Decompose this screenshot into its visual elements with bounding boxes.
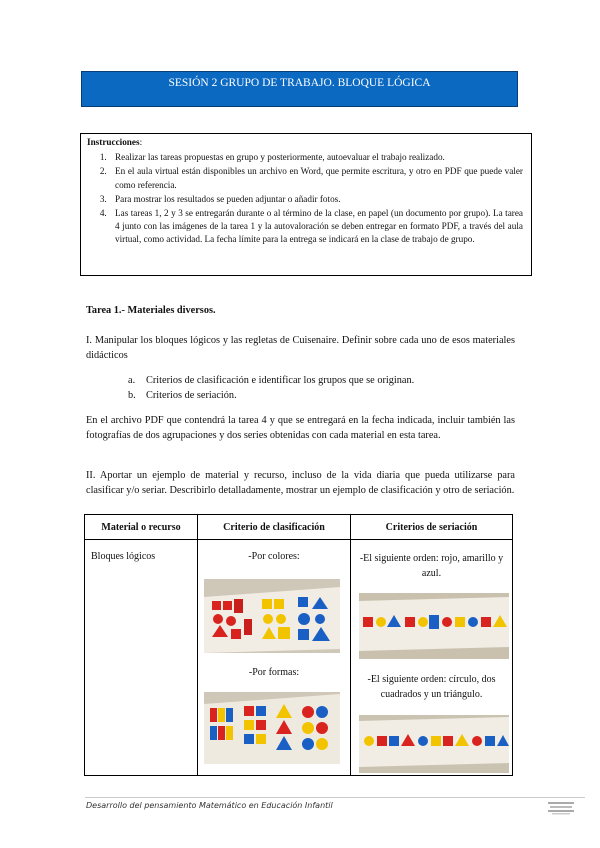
seriation-cell [351,540,513,776]
instructions-list [87,151,523,246]
instruction-item: 3. Para mostrar los resultados se pueden adjuntar o añadir fotos. [109,193,523,206]
instruction-item: 4. Las tareas 1, 2 y 3 se entregarán durante o al término de la clase, en papel (un documento por grupo). La tarea 4 junto con las imágenes de la tarea 1 y la autovaloración se deben entregar en formato PDF, a través del aula virtual, como actividad. La fecha límite para la entrega se indicará en la clase de trabajo de grupo. [109,207,523,247]
task1-part2: II. Aportar un ejemplo de material y recurso, incluso de la vida diaria que pueda utilizarse para clasificar y/o seriar. Describirlo detalladamente, mostrar un ejemplo de clasificación y otro de seriación. [86,470,515,496]
header-classification: Criterio de clasificación [198,515,351,540]
photo-classified-by-color [204,579,340,653]
classification-cell [198,540,351,776]
seriation-by-shape: -El siguiente orden: círculo, dos cuadrados y un triángulo. [367,674,496,700]
session-banner [81,71,518,107]
classification-content [198,540,350,775]
instructions-colon: : [139,137,143,147]
criteria-text: Criterios de clasificación e identificar los grupos que se originan. [146,375,415,386]
criteria-item-b [128,388,414,403]
marker: b. [128,390,136,401]
footer-text: Desarrollo del pensamiento Matemático en Educación Infantil [86,801,333,810]
criteria-text: Criterios de seriación. [146,390,237,401]
criteria-item-a [128,373,414,388]
instructions-title: Instrucciones [87,137,140,147]
instruction-item: 1. Realizar las tareas propuestas en grupo y posteriormente, autoevaluar el trabajo realizado. [109,151,523,164]
task1-part1: I. Manipular los bloques lógicos y las regletas de Cuisenaire. Definir sobre cada uno de esos materiales didácticos [86,335,515,361]
criteria-list [128,373,414,403]
footer-divider [85,797,585,798]
material-name: Bloques lógicos [91,551,156,562]
materials-table [84,514,513,776]
classification-by-shape: -Por formas: [248,667,300,678]
classification-by-color: -Por colores: [248,551,300,562]
photo-series-by-color [359,593,509,659]
instructions-heading [87,136,523,149]
table-row [85,540,513,776]
marker: a. [128,375,136,386]
instructions-box [80,133,532,276]
task1-title: Tarea 1.- Materiales diversos. [86,305,216,316]
header-material: Material o recurso [85,515,198,540]
session-title: SESIÓN 2 GRUPO DE TRABAJO. BLOQUE LÓGICA [168,77,431,89]
university-logo [546,800,576,816]
task1-note: En el archivo PDF que contendrá la tarea 4 y que se entregará en la fecha indicada, incluir también las fotografías de dos agrupaciones y dos series obtenidas con cada material en esta tarea. [86,415,515,441]
material-cell [85,540,198,776]
seriation-content [351,540,512,775]
table-header-row [85,515,513,540]
photo-series-by-shape [359,715,509,773]
instruction-item: 2. En el aula virtual están disponibles un archivo en Word, que permite escritura, y otro en PDF que puede valer como referencia. [109,165,523,191]
seriation-by-color: -El siguiente orden: rojo, amarillo y azul. [359,553,504,579]
header-seriation: Criterios de seriación [351,515,513,540]
photo-classified-by-shape [204,692,340,764]
